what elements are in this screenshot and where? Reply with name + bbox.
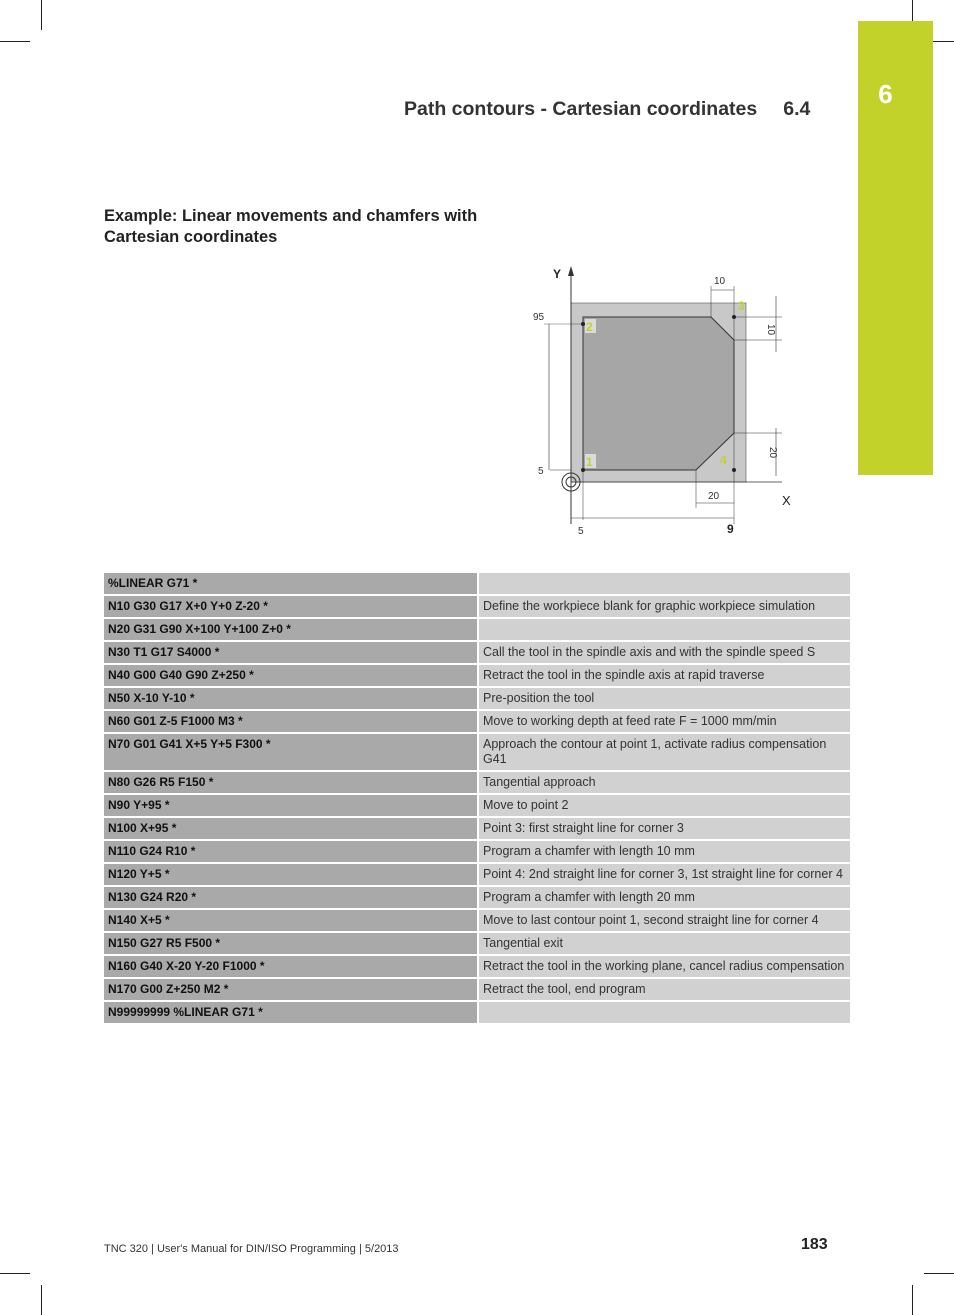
running-title-text: Path contours - Cartesian coordinates <box>404 98 758 120</box>
nc-block-code: N100 X+95 * <box>104 818 479 839</box>
crop-mark <box>41 1285 42 1315</box>
point-2-label: 2 <box>586 320 593 334</box>
table-row <box>104 841 850 862</box>
contour-diagram <box>520 262 810 542</box>
nc-block-description: Define the workpiece blank for graphic workpiece simulation <box>479 596 850 617</box>
table-row <box>104 933 850 954</box>
contour-figure <box>520 262 810 542</box>
nc-block-code: N40 G00 G40 G90 Z+250 * <box>104 665 479 686</box>
program-table <box>104 571 850 1025</box>
nc-block-description: Retract the tool, end program <box>479 979 850 1000</box>
table-row <box>104 642 850 663</box>
nc-block-code: %LINEAR G71 * <box>104 573 479 594</box>
nc-block-code: N30 T1 G17 S4000 * <box>104 642 479 663</box>
dim-10-right: 10 <box>765 324 776 336</box>
table-row <box>104 910 850 931</box>
nc-block-description: Tangential exit <box>479 933 850 954</box>
dim-5-x: 5 <box>578 526 584 537</box>
table-row <box>104 1002 850 1023</box>
nc-block-description: Point 4: 2nd straight line for corner 3, 1st straight line for corner 4 <box>479 864 850 885</box>
nc-block-code: N110 G24 R10 * <box>104 841 479 862</box>
nc-block-description: Pre-position the tool <box>479 688 850 709</box>
table-row <box>104 887 850 908</box>
table-row <box>104 688 850 709</box>
point-1-label: 1 <box>586 455 593 469</box>
nc-block-description: Move to point 2 <box>479 795 850 816</box>
x-axis-label: X <box>782 493 791 508</box>
nc-block-description: Point 3: first straight line for corner 3 <box>479 818 850 839</box>
chapter-tab <box>858 21 933 475</box>
nc-block-code: N160 G40 X-20 Y-20 F1000 * <box>104 956 479 977</box>
nc-block-description: Retract the tool in the spindle axis at rapid traverse <box>479 665 850 686</box>
table-row <box>104 772 850 793</box>
section-heading: Example: Linear movements and chamfers with Cartesian coordinates <box>104 207 478 246</box>
dim-20-right: 20 <box>767 447 778 459</box>
nc-block-code: N10 G30 G17 X+0 Y+0 Z-20 * <box>104 596 479 617</box>
crop-mark <box>0 1273 30 1274</box>
page-number: 183 <box>801 1236 828 1253</box>
table-row <box>104 979 850 1000</box>
point-4-label: 4 <box>720 453 727 467</box>
nc-block-description <box>479 573 850 594</box>
y-axis-arrow <box>568 266 574 276</box>
workpiece-contour <box>583 317 734 470</box>
nc-block-description <box>479 1002 850 1023</box>
nc-block-code: N70 G01 G41 X+5 Y+5 F300 * <box>104 734 479 770</box>
nc-block-code: N170 G00 Z+250 M2 * <box>104 979 479 1000</box>
dim-10-top: 10 <box>714 276 726 287</box>
table-row <box>104 573 850 594</box>
table-row <box>104 596 850 617</box>
program-body <box>104 573 850 1023</box>
nc-block-code: N20 G31 G90 X+100 Y+100 Z+0 * <box>104 619 479 640</box>
y-axis-label: Y <box>553 267 562 281</box>
nc-block-code: N99999999 %LINEAR G71 * <box>104 1002 479 1023</box>
table-row <box>104 818 850 839</box>
crop-mark <box>41 0 42 30</box>
nc-block-code: N90 Y+95 * <box>104 795 479 816</box>
dim-20-bottom: 20 <box>708 491 720 502</box>
nc-block-code: N50 X-10 Y-10 * <box>104 688 479 709</box>
crop-mark <box>0 41 30 42</box>
nc-block-code: N150 G27 R5 F500 * <box>104 933 479 954</box>
table-row <box>104 795 850 816</box>
nc-block-description: Call the tool in the spindle axis and with the spindle speed S <box>479 642 850 663</box>
table-row <box>104 864 850 885</box>
nc-block-description: Approach the contour at point 1, activate radius compensation G41 <box>479 734 850 770</box>
crop-mark <box>912 1285 913 1315</box>
point-3-label: 3 <box>738 299 745 313</box>
section-number: 6.4 <box>783 98 811 120</box>
nc-block-description: Program a chamfer with length 10 mm <box>479 841 850 862</box>
running-title <box>404 98 810 121</box>
dim-5-y: 5 <box>538 466 544 477</box>
table-row <box>104 734 850 770</box>
chapter-number: 6 <box>878 79 893 109</box>
nc-block-description: Move to working depth at feed rate F = 1000 mm/min <box>479 711 850 732</box>
nc-block-code: N60 G01 Z-5 F1000 M3 * <box>104 711 479 732</box>
nc-block-description: Program a chamfer with length 20 mm <box>479 887 850 908</box>
dim-9: 9 <box>727 522 734 536</box>
nc-block-code: N140 X+5 * <box>104 910 479 931</box>
table-row <box>104 956 850 977</box>
nc-block-code: N120 Y+5 * <box>104 864 479 885</box>
crop-mark <box>924 1273 954 1274</box>
nc-block-description <box>479 619 850 640</box>
nc-block-description: Retract the tool in the working plane, cancel radius compensation <box>479 956 850 977</box>
nc-block-description: Move to last contour point 1, second straight line for corner 4 <box>479 910 850 931</box>
dim-95: 95 <box>533 312 545 323</box>
footer-text: TNC 320 | User's Manual for DIN/ISO Programming | 5/2013 <box>104 1243 399 1255</box>
nc-block-description: Tangential approach <box>479 772 850 793</box>
nc-block-code: N80 G26 R5 F150 * <box>104 772 479 793</box>
table-row <box>104 619 850 640</box>
nc-block-code: N130 G24 R20 * <box>104 887 479 908</box>
table-row <box>104 665 850 686</box>
table-row <box>104 711 850 732</box>
